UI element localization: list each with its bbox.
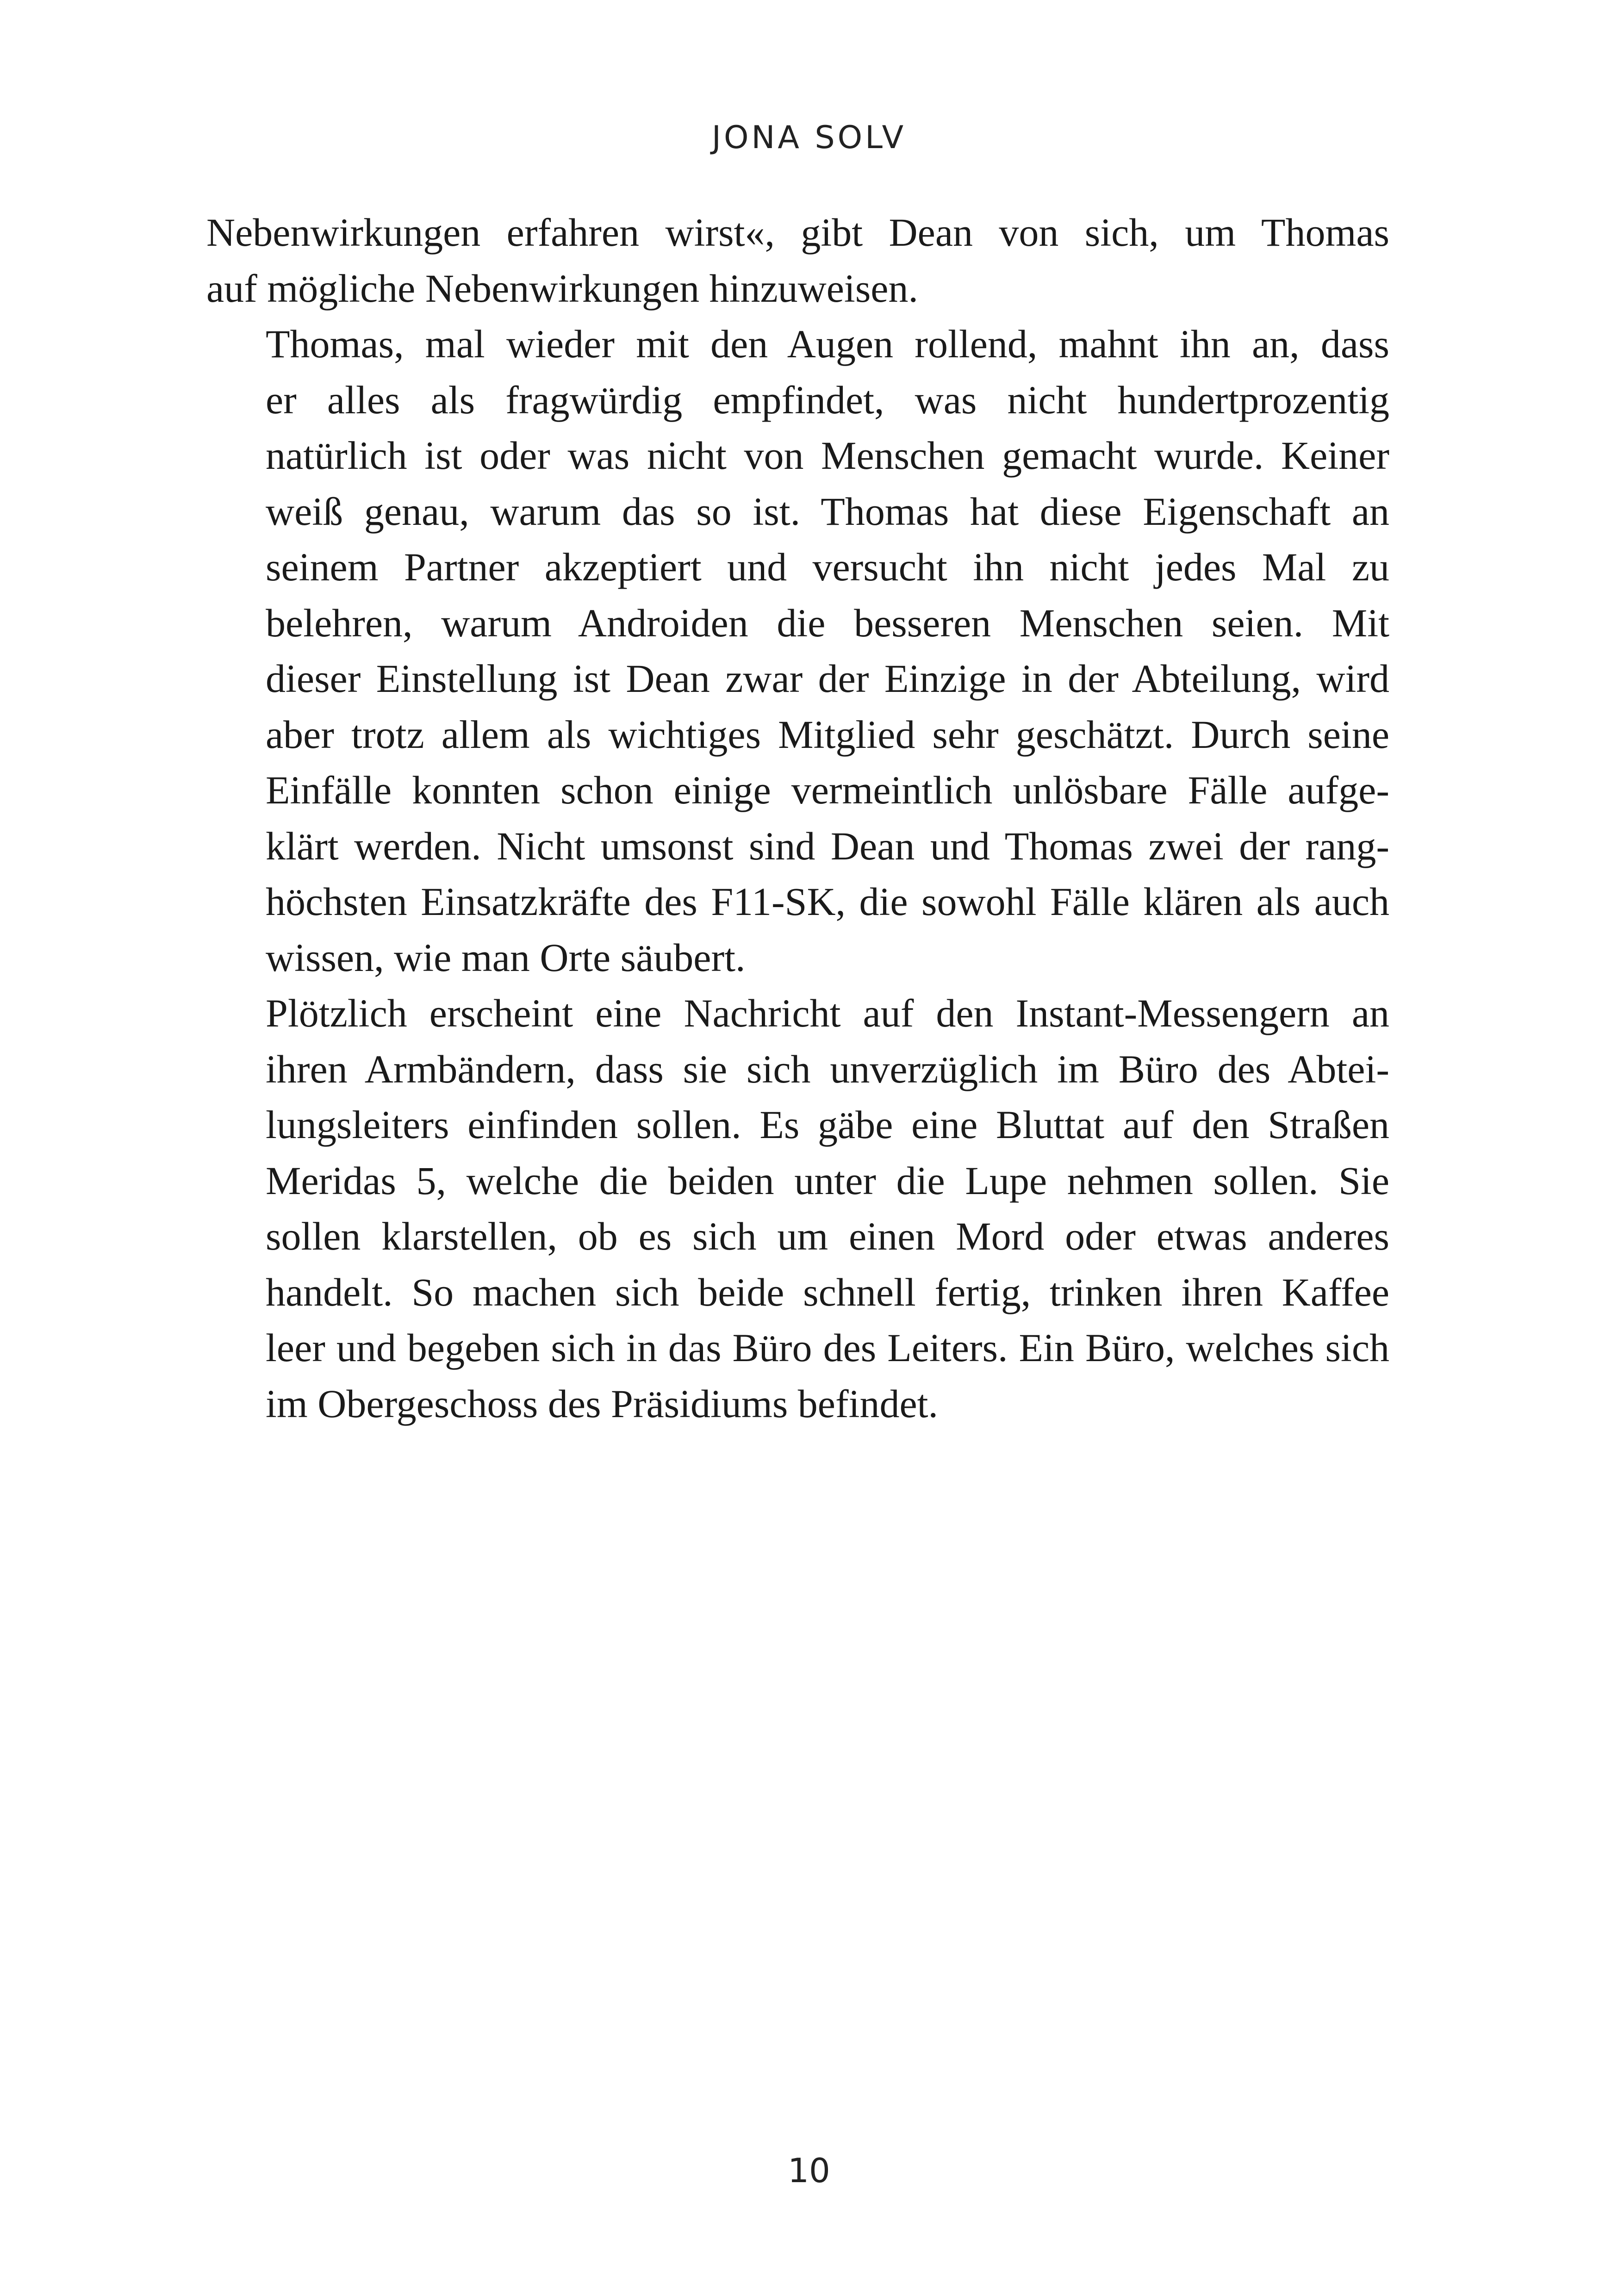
paragraph-3 bbox=[206, 985, 1389, 1431]
text-line: Einfälle konnten schon einige vermeintlich unlösbare Fälle aufge- bbox=[266, 768, 1389, 812]
text-line: Plötzlich erscheint eine Nachricht auf den Instant-Messengern an bbox=[266, 991, 1389, 1035]
text-line: wissen, wie man Orte säubert. bbox=[266, 935, 746, 980]
text-line: im Obergeschoss des Präsidiums befindet. bbox=[266, 1381, 939, 1426]
text-line: Meridas 5, welche die beiden unter die Lupe nehmen sollen. Sie bbox=[266, 1158, 1389, 1203]
text-line: seinem Partner akzeptiert und versucht ihn nicht jedes Mal zu bbox=[266, 545, 1389, 589]
text-line: handelt. So machen sich beide schnell fertig, trinken ihren Kaffee bbox=[266, 1269, 1389, 1314]
text-line: leer und begeben sich in das Büro des Leiters. Ein Büro, welches sich bbox=[266, 1325, 1389, 1370]
text-line: ihren Armbändern, dass sie sich unverzüglich im Büro des Abtei- bbox=[266, 1046, 1389, 1091]
text-line: aber trotz allem als wichtiges Mitglied sehr geschätzt. Durch seine bbox=[266, 712, 1389, 757]
text-line: sollen klarstellen, ob es sich um einen Mord oder etwas anderes bbox=[266, 1214, 1389, 1258]
text-line: Thomas, mal wieder mit den Augen rollend, mahnt ihn an, dass bbox=[266, 322, 1389, 366]
text-line: dieser Einstellung ist Dean zwar der Einzige in der Abteilung, wird bbox=[266, 656, 1389, 701]
text-line: auf mögliche Nebenwirkungen hinzuweisen. bbox=[206, 266, 918, 311]
text-line: höchsten Einsatzkräfte des F11-SK, die sowohl Fälle klären als auch bbox=[266, 879, 1389, 924]
body-text bbox=[206, 205, 1389, 1431]
paragraph-2 bbox=[206, 316, 1389, 985]
page-number: 10 bbox=[788, 2151, 830, 2190]
text-line: lungsleiters einfinden sollen. Es gäbe eine Bluttat auf den Straßen bbox=[266, 1102, 1389, 1147]
text-line: Nebenwirkungen erfahren wirst«, gibt Dean von sich, um Thomas bbox=[206, 210, 1389, 255]
text-line: belehren, warum Androiden die besseren Menschen seien. Mit bbox=[266, 600, 1389, 645]
paragraph-1 bbox=[206, 205, 1389, 316]
running-head-author: JONA SOLV bbox=[711, 119, 907, 156]
text-line: klärt werden. Nicht umsonst sind Dean und Thomas zwei der rang- bbox=[266, 823, 1389, 868]
text-line: er alles als fragwürdig empfindet, was nicht hundertprozentig bbox=[266, 377, 1389, 422]
text-line: natürlich ist oder was nicht von Menschen gemacht wurde. Keiner bbox=[266, 433, 1389, 478]
text-line: weiß genau, warum das so ist. Thomas hat diese Eigenschaft an bbox=[266, 489, 1389, 534]
